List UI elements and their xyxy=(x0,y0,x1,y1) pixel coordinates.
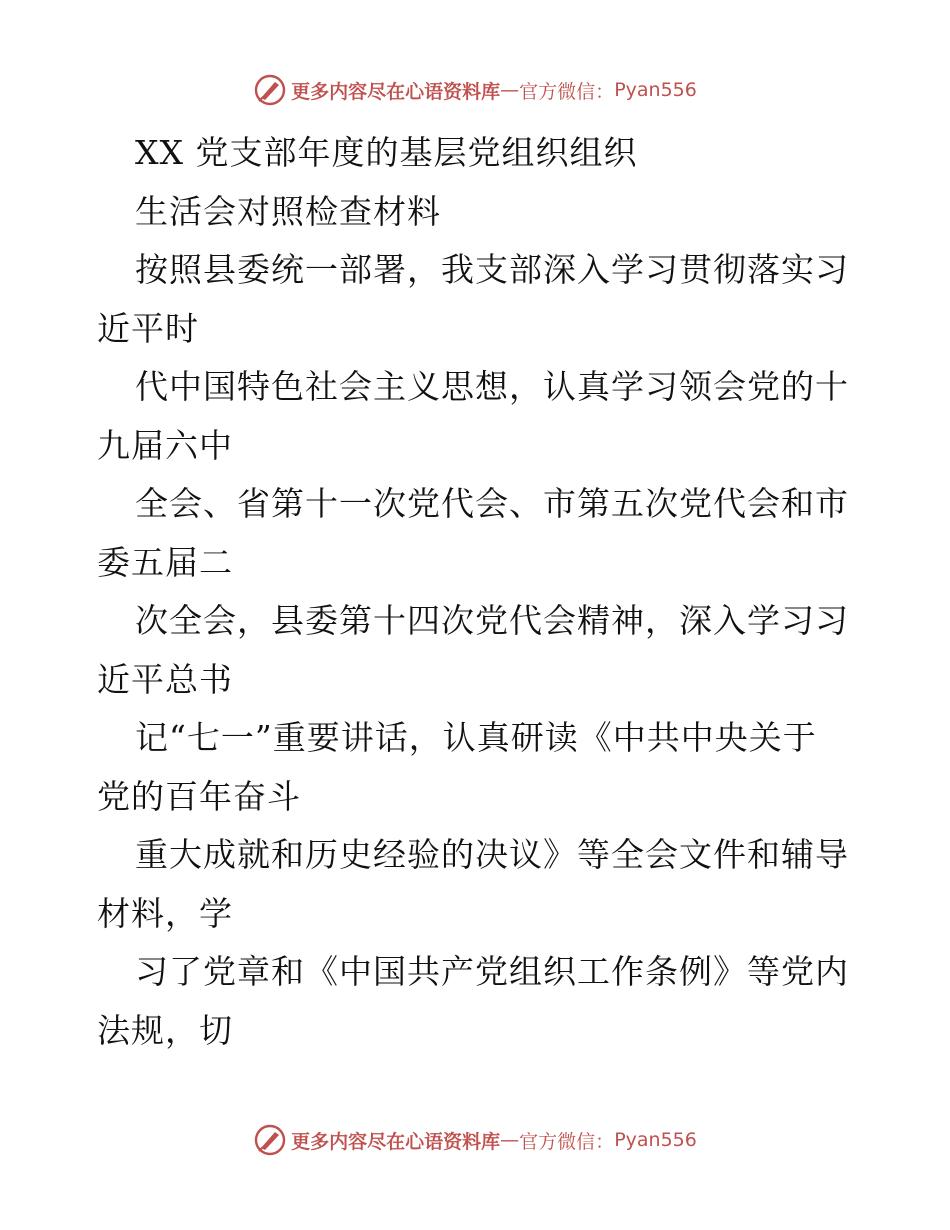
watermark-wechat-label: 官方微信： xyxy=(519,80,615,103)
watermark-separator: — xyxy=(500,1129,520,1151)
doc-text-line: 重大成就和历史经验的决议》等全会文件和辅导 xyxy=(135,835,849,874)
doc-text-line: 委五届二 xyxy=(97,542,233,582)
doc-text-line: 按照县委统一部署，我支部深入学习贯彻落实习 xyxy=(135,250,849,289)
doc-title-line-2: 生活会对照检查材料 xyxy=(135,191,441,231)
doc-text-line: 习了党章和《中国共产党组织工作条例》等党内 xyxy=(135,952,849,991)
quill-pen-logo-icon xyxy=(253,1123,287,1157)
document-body xyxy=(97,124,857,1060)
doc-text-line: 近平总书 xyxy=(97,659,233,699)
watermark-lead: 更多内容尽在心语资料库 xyxy=(291,80,501,103)
watermark-wechat-id: Pyan556 xyxy=(614,79,697,101)
watermark-lead: 更多内容尽在心语资料库 xyxy=(291,1130,501,1153)
doc-text-line: 全会、省第十一次党代会、市第五次党代会和市 xyxy=(135,484,849,523)
doc-text-line: 次全会，县委第十四次党代会精神，深入学习习 xyxy=(135,601,849,640)
doc-text-line: 法规，切 xyxy=(97,1010,233,1050)
doc-text-line: 党的百年奋斗 xyxy=(97,776,301,816)
doc-text-line: 近平时 xyxy=(97,308,199,348)
quill-pen-logo-icon xyxy=(253,73,287,107)
doc-text-line: 九届六中 xyxy=(97,425,233,465)
footer-watermark xyxy=(0,1120,950,1160)
doc-text-line: 材料，学 xyxy=(97,893,233,933)
header-watermark xyxy=(0,70,950,110)
watermark-wechat-id: Pyan556 xyxy=(614,1129,697,1151)
doc-title-line-1: XX 党支部年度的基层党组织组织 xyxy=(135,133,638,172)
doc-text-line: 记“七一”重要讲话，认真研读《中共中央关于 xyxy=(135,718,817,757)
watermark-separator: — xyxy=(500,79,520,101)
watermark-wechat-label: 官方微信： xyxy=(519,1130,615,1153)
doc-text-line: 代中国特色社会主义思想，认真学习领会党的十 xyxy=(135,367,849,406)
